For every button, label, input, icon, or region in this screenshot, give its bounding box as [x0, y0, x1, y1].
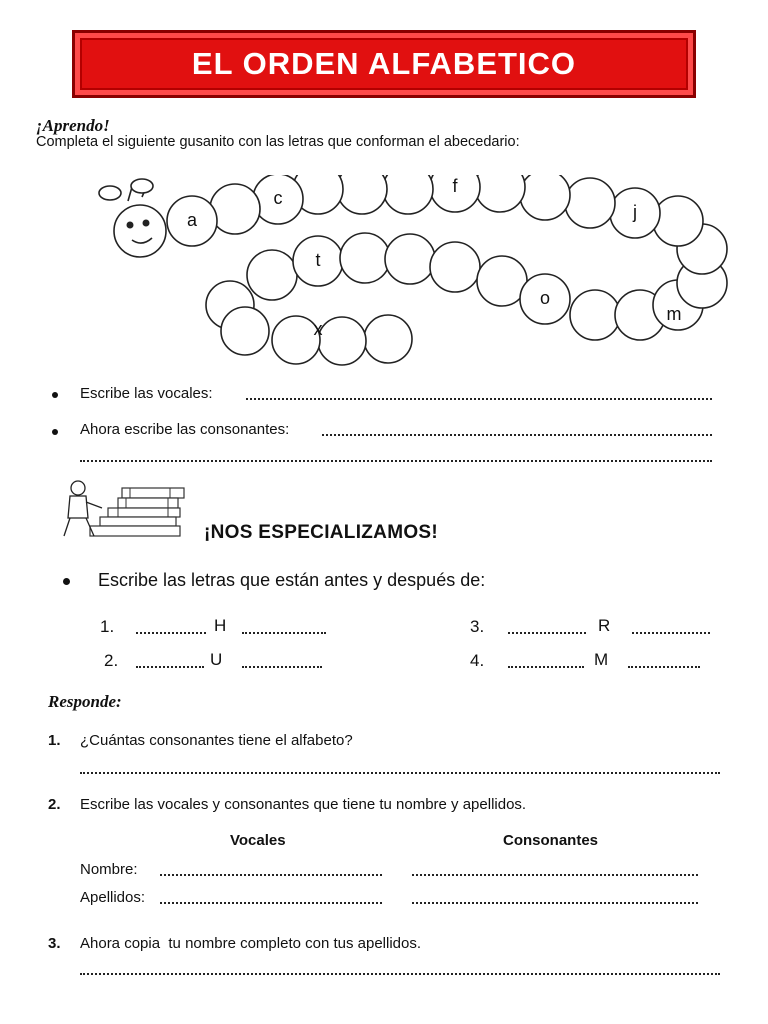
apellidos-label: Apellidos:	[80, 889, 146, 906]
consonants-label: Ahora escribe las consonantes:	[80, 421, 290, 438]
aprendo-heading: ¡Aprendo!	[36, 116, 110, 135]
q1-number: 1.	[48, 732, 61, 749]
item-number: 3.	[470, 617, 485, 636]
worm-letter-x: x	[313, 319, 323, 339]
item-number: 4.	[470, 651, 485, 670]
item-letter: M	[594, 650, 609, 669]
after-blank[interactable]	[242, 666, 322, 668]
item-number: 1.	[100, 617, 115, 636]
vocales-column-header: Vocales	[230, 832, 286, 849]
worm-letter-j: j	[633, 202, 637, 222]
after-blank[interactable]	[628, 666, 700, 668]
before-blank[interactable]	[508, 666, 584, 668]
before-blank[interactable]	[136, 632, 206, 634]
worm-letter-m: m	[666, 304, 682, 324]
bullet	[52, 429, 58, 435]
responde-heading: Responde:	[48, 692, 122, 711]
worm-letter-o: o	[539, 288, 551, 308]
books-illustration	[60, 478, 190, 540]
worm-letter-c: c	[273, 188, 283, 208]
after-blank[interactable]	[242, 632, 326, 634]
worm-letter-f: f	[452, 176, 458, 196]
before-blank[interactable]	[136, 666, 204, 668]
worm-letter-t: t	[315, 250, 321, 270]
title-banner	[72, 30, 696, 98]
nombre-consonantes-field[interactable]	[412, 874, 698, 876]
apellidos-vocales-field[interactable]	[160, 902, 382, 904]
caterpillar-drawing	[90, 175, 740, 375]
before-blank[interactable]	[508, 632, 586, 634]
consonants-answer-line[interactable]	[322, 434, 712, 436]
item-letter: U	[210, 650, 223, 669]
item-letter: R	[598, 616, 611, 635]
nombre-vocales-field[interactable]	[160, 874, 382, 876]
q3-answer-line[interactable]	[80, 973, 720, 975]
vowels-answer-line[interactable]	[246, 398, 712, 400]
item-number: 2.	[104, 651, 119, 670]
consonants-answer-line-2[interactable]	[80, 460, 712, 462]
q2-number: 2.	[48, 796, 61, 813]
q1-answer-line[interactable]	[80, 772, 720, 774]
after-blank[interactable]	[632, 632, 710, 634]
worm-letter-a: a	[186, 210, 198, 230]
consonantes-column-header: Consonantes	[503, 832, 599, 849]
q2-text: Escribe las vocales y consonantes que tiene tu nombre y apellidos.	[80, 796, 527, 813]
q3-text: Ahora copia tu nombre completo con tus apellidos.	[80, 935, 422, 952]
aprendo-instruction: Completa el siguiente gusanito con las letras que conforman el abecedario:	[36, 134, 520, 150]
bullet	[52, 392, 58, 398]
especializamos-heading: ¡NOS ESPECIALIZAMOS!	[204, 522, 439, 543]
page-title: EL ORDEN ALFABETICO	[191, 46, 577, 81]
q3-number: 3.	[48, 935, 61, 952]
apellidos-consonantes-field[interactable]	[412, 902, 698, 904]
bullet	[63, 578, 70, 585]
nombre-label: Nombre:	[80, 861, 138, 878]
vowels-label: Escribe las vocales:	[80, 385, 213, 402]
item-letter: H	[214, 616, 227, 635]
especializamos-instruction: Escribe las letras que están antes y después de:	[98, 570, 486, 590]
q1-text: ¿Cuántas consonantes tiene el alfabeto?	[80, 732, 353, 749]
